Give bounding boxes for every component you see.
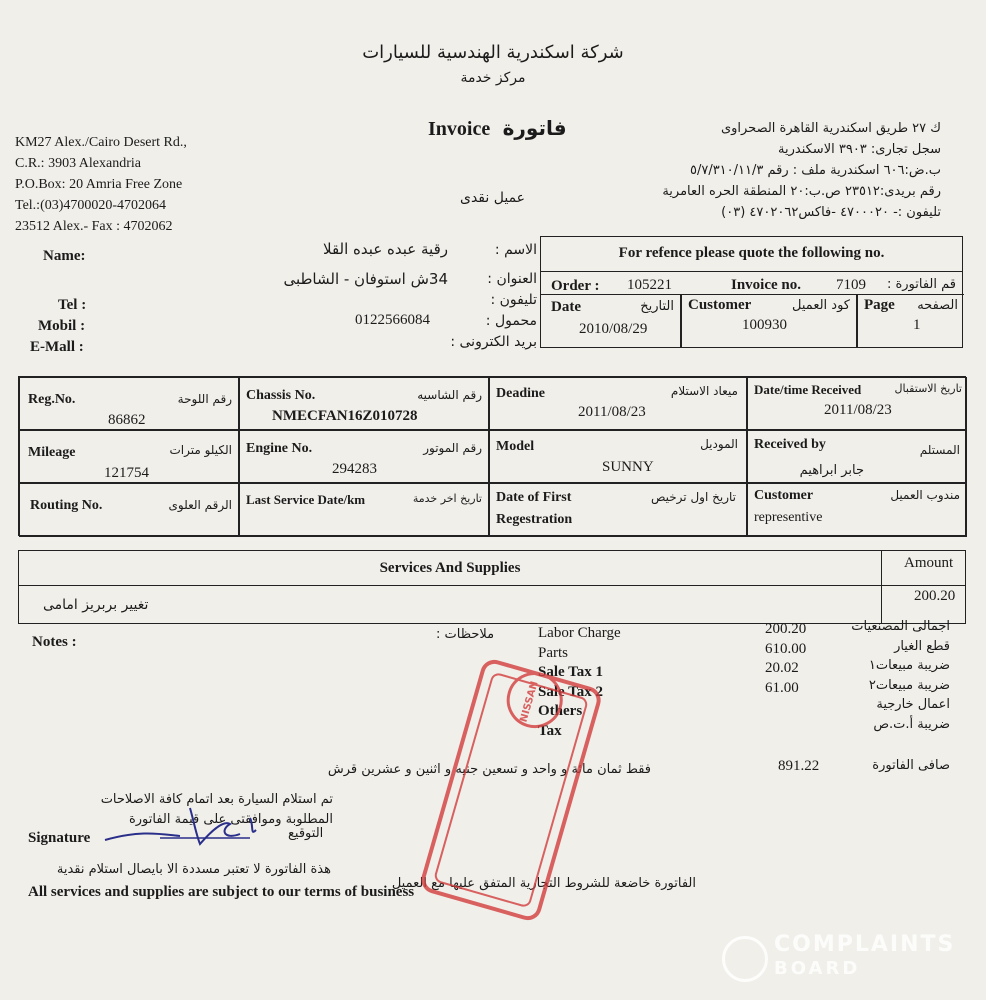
deadline-label-ar: ميعاد الاستلام	[670, 384, 738, 398]
services-table	[18, 550, 966, 624]
tel-label: Tel :	[58, 297, 87, 313]
page-label-ar: الصفحه	[917, 298, 958, 313]
chassis-number: NMECFAN16Z010728	[272, 408, 418, 424]
vehicle-table	[18, 376, 966, 536]
acknowledgement-line-2: المطلوبة وموافقتى على قيمة الفاتورة	[128, 812, 333, 827]
reg-number: 86862	[108, 412, 146, 428]
engine-label-ar: رقم الموتور	[423, 441, 482, 455]
routing-label: Routing No.	[30, 498, 103, 513]
notes-label-ar: ملاحظات :	[436, 627, 495, 642]
divider	[881, 551, 882, 623]
mobile-label: Mobil :	[38, 318, 86, 334]
received-by-name: جابر ابراهيم	[799, 463, 864, 478]
parts-value: 610.00	[765, 640, 807, 657]
labor-charge-label-ar: اجمالى المصنعيات	[851, 619, 950, 634]
order-label: Order :	[551, 278, 600, 294]
received-date: 2011/08/23	[824, 402, 892, 418]
sale-tax-1-label: Sale Tax 1	[538, 664, 604, 680]
address-line: P.O.Box: 20 Amria Free Zone	[15, 177, 183, 192]
address-english	[15, 132, 187, 237]
customer-address: 34ش استوفان - الشاطبى	[283, 270, 448, 288]
first-registration-cell	[489, 483, 747, 537]
invoice-title-en: Invoice	[428, 118, 491, 140]
last-service-label: Last Service Date/km	[246, 492, 366, 507]
received-datetime-cell	[747, 377, 967, 430]
label-address-ar: العنوان :	[487, 271, 537, 287]
customer-rep-label-1: Customer	[754, 488, 814, 503]
terms-arabic: الفاتورة خاضعة للشروط التجارية المتفق عليها مع العميل	[391, 876, 696, 891]
deadline-cell	[489, 377, 747, 430]
address-line-ar: سجل تجارى: ٣٩٠٣ الاسكندرية	[778, 142, 941, 157]
customer-mobile: 0122566084	[355, 312, 430, 328]
model-label-ar: الموديل	[700, 437, 738, 451]
others-label: Others	[538, 703, 583, 719]
sale-tax-2-value: 61.00	[765, 679, 799, 696]
customer-rep-label-ar: مندوب العميل	[890, 488, 960, 502]
customer-code: 100930	[742, 317, 787, 333]
last-service-label-ar: تاريخ اخر خدمة	[412, 492, 482, 505]
model-label: Model	[496, 439, 535, 454]
deadline-date: 2011/08/23	[578, 404, 646, 420]
date-label: Date	[551, 299, 581, 315]
labor-charge-value: 200.20	[765, 621, 807, 637]
divider	[19, 585, 965, 586]
address-line-ar: ك ٢٧ طريق اسكندرية القاهرة الصحراوى	[720, 121, 941, 136]
stamp-text: NISSAN	[518, 679, 541, 724]
received-by-label-ar: المستلم	[919, 443, 960, 457]
invoice-number-label: Invoice no.	[731, 277, 802, 293]
watermark-logo-icon	[722, 936, 768, 982]
name-label: Name:	[43, 248, 86, 264]
payment-type: عميل نقدى	[460, 190, 526, 206]
reg-label: Reg.No.	[28, 392, 76, 407]
routing-label-ar: الرقم العلوى	[168, 498, 232, 512]
mileage-value: 121754	[104, 465, 149, 481]
divider	[541, 271, 962, 272]
label-email-ar: بريد الكترونى :	[450, 334, 537, 350]
engine-number: 294283	[332, 461, 377, 477]
customer-rep-label-2: representive	[754, 510, 823, 525]
invoice-title-ar: فاتورة	[502, 116, 567, 140]
email-label: E-Mall :	[30, 339, 84, 355]
label-mobile-ar: محمول :	[485, 313, 537, 329]
reg-label-ar: رقم اللوحة	[177, 392, 232, 406]
sale-tax-1-value: 20.02	[765, 660, 799, 676]
date-label-ar: التاريخ	[640, 299, 674, 314]
first-registration-label-2: Regestration	[496, 512, 573, 527]
customer-labels-ar	[450, 240, 537, 353]
first-registration-label-1: Date of First	[496, 490, 572, 505]
address-line-ar: تليفون :- ٤٧٠٠٠٢٠ -فاكس٤٧٠٢٠٦٢ (٠٣)	[721, 205, 941, 220]
invoice-number: 7109	[836, 277, 866, 293]
mileage-label-ar: الكيلو مترات	[169, 443, 232, 457]
chassis-cell	[239, 377, 489, 430]
handwritten-signature	[100, 800, 260, 852]
company-name: شركة اسكندرية الهندسية للسيارات	[362, 42, 624, 63]
acknowledgement-line-1: تم استلام السيارة بعد اتمام كافة الاصلاحات	[100, 792, 333, 807]
signature-label: Signature	[28, 830, 91, 846]
tax-label-ar: ضريبة أ.ت.ص	[873, 716, 950, 732]
chassis-label: Chassis No.	[246, 388, 316, 403]
sale-tax-2-label-ar: ضريبة مبيعات٢	[868, 677, 950, 693]
label-tel-ar: تليفون :	[490, 292, 537, 308]
page-cell	[857, 294, 964, 347]
reference-header: For refence please quote the following no.	[618, 245, 885, 261]
routing-cell	[19, 483, 239, 537]
received-datetime-label: Date/time Received	[754, 382, 862, 397]
amount-header: Amount	[904, 555, 954, 571]
parts-label: Parts	[538, 644, 568, 661]
company-department: مركز خدمة	[460, 70, 526, 86]
last-service-cell	[239, 483, 489, 537]
address-arabic	[662, 118, 941, 223]
received-by-cell	[747, 430, 967, 483]
sale-tax-2-label: Sale Tax 2	[538, 683, 604, 700]
reference-box	[540, 236, 963, 348]
engine-cell	[239, 430, 489, 483]
sale-tax-1-label-ar: ضريبة مبيعات١	[868, 658, 950, 673]
cash-note: هذة الفاتورة لا تعتبر مسددة الا بايصال استلام نقدية	[56, 862, 331, 877]
address-line-ar: رقم بريدى:٢٣٥١٢ ص.ب:٢٠ المنطقة الحره العامرية	[662, 184, 941, 199]
address-line: KM27 Alex./Cairo Desert Rd.,	[15, 135, 187, 150]
invoice-date: 2010/08/29	[579, 321, 648, 337]
parts-label-ar: قطع الغيار	[894, 638, 950, 654]
reg-cell	[19, 377, 239, 430]
net-amount-label-ar: صافى الفاتورة	[872, 758, 950, 773]
totals-labels-ar	[851, 617, 950, 734]
address-line-ar: ب.ض:٦٠٦ اسكندرية ملف : رقم ٥/٧/٣١٠/١١/٣	[689, 163, 941, 178]
chassis-label-ar: رقم الشاسيه	[417, 388, 482, 402]
page-number: 1	[913, 317, 921, 333]
address-line: 23512 Alex.- Fax : 4702062	[15, 219, 173, 234]
invoice-number-label-ar: قم الفاتورة :	[886, 277, 956, 292]
service-item-description: تغيير بربريز امامى	[43, 597, 149, 613]
watermark-line-1: COMPLAINTS	[774, 932, 956, 957]
model-cell	[489, 430, 747, 483]
mileage-cell	[19, 430, 239, 483]
mileage-label: Mileage	[28, 445, 76, 460]
notes-label: Notes :	[32, 634, 77, 650]
date-cell	[541, 294, 681, 347]
signature-label-ar: التوقيع	[288, 826, 324, 841]
engine-label: Engine No.	[246, 441, 313, 456]
received-by-label: Received by	[754, 437, 826, 452]
labor-charge-label: Labor Charge	[538, 625, 621, 641]
customer-name: رقية عبده عبده القلا	[323, 240, 448, 258]
customer-rep-cell	[747, 483, 967, 537]
service-item-amount: 200.20	[914, 588, 956, 604]
watermark-line-2: BOARD	[774, 958, 861, 979]
totals-values	[765, 620, 806, 698]
customer-code-label-ar: كود العميل	[792, 298, 850, 313]
customer-code-cell	[681, 294, 857, 347]
address-line: C.R.: 3903 Alexandria	[15, 156, 141, 171]
address-line: Tel.:(03)4700020-4702064	[15, 198, 167, 213]
deadline-label: Deadine	[496, 386, 545, 401]
services-header: Services And Supplies	[379, 560, 521, 576]
tax-label: Tax	[538, 722, 562, 739]
others-label-ar: اعمال خارجية	[876, 697, 950, 712]
first-registration-label-ar: تاريخ اول ترخيص	[650, 490, 736, 504]
model-name: SUNNY	[602, 459, 654, 475]
order-number: 105221	[627, 277, 672, 293]
invoice-title	[428, 116, 567, 141]
label-name-ar: الاسم :	[494, 242, 537, 258]
net-amount-value: 891.22	[778, 758, 820, 774]
terms-english: All services and supplies are subject to our terms of business	[28, 884, 415, 900]
received-datetime-label-ar: تاريخ الاستقبال	[894, 382, 962, 395]
net-amount-words: فقط ثمان مائة و واحد و تسعين جنيه و اثنين و عشرين قرش	[327, 762, 651, 777]
page-label: Page	[864, 297, 895, 313]
customer-code-label: Customer	[688, 297, 752, 313]
